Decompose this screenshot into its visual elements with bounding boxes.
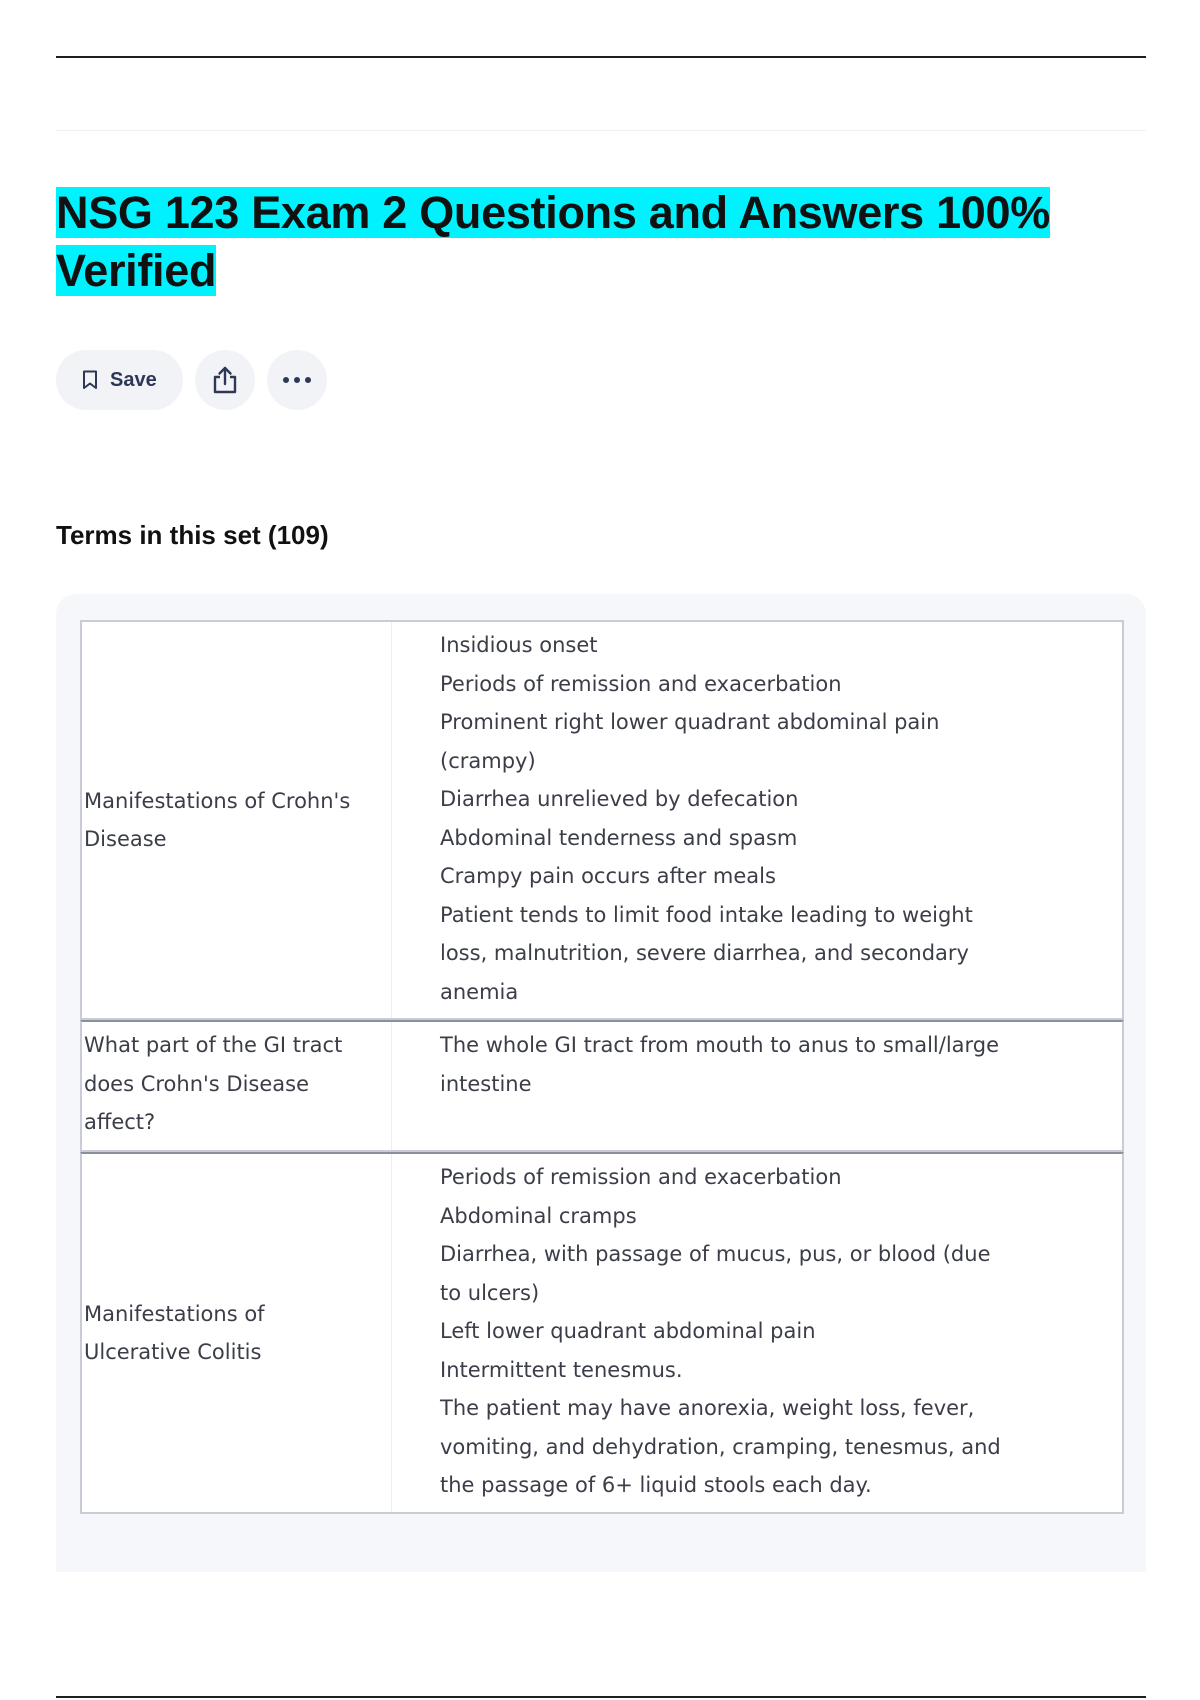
definition-text: Diarrhea, with passage of mucus, pus, or blood (due bbox=[440, 1242, 991, 1266]
definition-text: intestine bbox=[440, 1071, 532, 1096]
more-options-button[interactable] bbox=[267, 350, 327, 410]
bookmark-icon bbox=[82, 370, 98, 390]
definition-cell bbox=[392, 622, 1122, 1018]
action-toolbar bbox=[56, 350, 327, 410]
definition-text: Periods of remission and exacerbation bbox=[440, 1165, 842, 1189]
terms-card bbox=[56, 594, 1146, 1572]
header-divider bbox=[56, 130, 1146, 131]
page-title bbox=[56, 184, 1116, 300]
term-text: affect? bbox=[84, 1110, 156, 1134]
definition-cell bbox=[392, 1154, 1122, 1512]
definition-text: loss, malnutrition, severe diarrhea, and secondary bbox=[440, 941, 969, 965]
more-icon bbox=[282, 376, 312, 384]
term-text: Manifestations of bbox=[84, 1301, 265, 1326]
term-text: Disease bbox=[84, 827, 167, 851]
terms-heading: Terms in this set (109) bbox=[56, 520, 329, 550]
term-row bbox=[80, 620, 1124, 1020]
share-icon bbox=[211, 365, 239, 395]
term-text: Manifestations of Crohn's bbox=[84, 788, 351, 813]
term-cell bbox=[82, 1022, 392, 1150]
definition-text: Insidious onset bbox=[440, 633, 598, 657]
page-title-line-2: Verified bbox=[56, 245, 217, 296]
definition-text: The patient may have anorexia, weight loss, fever, bbox=[440, 1396, 975, 1420]
bottom-divider bbox=[56, 1696, 1146, 1698]
definition-text: Left lower quadrant abdominal pain bbox=[440, 1319, 816, 1343]
definition-cell bbox=[392, 1022, 1122, 1150]
save-button-label: Save bbox=[110, 368, 157, 391]
definition-text: Diarrhea unrelieved by defecation bbox=[440, 787, 799, 811]
term-text: Ulcerative Colitis bbox=[84, 1340, 262, 1364]
term-text: What part of the GI tract bbox=[84, 1033, 343, 1057]
definition-text: the passage of 6+ liquid stools each day. bbox=[440, 1473, 872, 1497]
definition-text: Crampy pain occurs after meals bbox=[440, 864, 776, 888]
definition-text: vomiting, and dehydration, cramping, tenesmus, and bbox=[440, 1434, 1001, 1459]
definition-text: Periods of remission and exacerbation bbox=[440, 671, 842, 696]
share-button[interactable] bbox=[195, 350, 255, 410]
definition-text: to ulcers) bbox=[440, 1280, 540, 1305]
definition-text: Intermittent tenesmus. bbox=[440, 1357, 683, 1382]
definition-text: Prominent right lower quadrant abdominal pain bbox=[440, 710, 940, 734]
terms-list bbox=[80, 620, 1124, 1514]
definition-text: Abdominal cramps bbox=[440, 1203, 637, 1228]
definition-text: Patient tends to limit food intake leading to weight bbox=[440, 902, 973, 927]
term-cell bbox=[82, 1154, 392, 1512]
definition-text: anemia bbox=[440, 979, 519, 1004]
term-row bbox=[80, 1152, 1124, 1514]
definition-text: Abdominal tenderness and spasm bbox=[440, 825, 798, 850]
term-text: does Crohn's Disease bbox=[84, 1071, 310, 1096]
term-cell bbox=[82, 622, 392, 1018]
page-title-line-1: NSG 123 Exam 2 Questions and Answers 100% bbox=[56, 187, 1050, 238]
save-button[interactable] bbox=[56, 350, 183, 410]
top-divider bbox=[56, 56, 1146, 58]
term-row bbox=[80, 1020, 1124, 1152]
definition-text: The whole GI tract from mouth to anus to small/large bbox=[440, 1033, 1000, 1057]
definition-text: (crampy) bbox=[440, 748, 536, 773]
